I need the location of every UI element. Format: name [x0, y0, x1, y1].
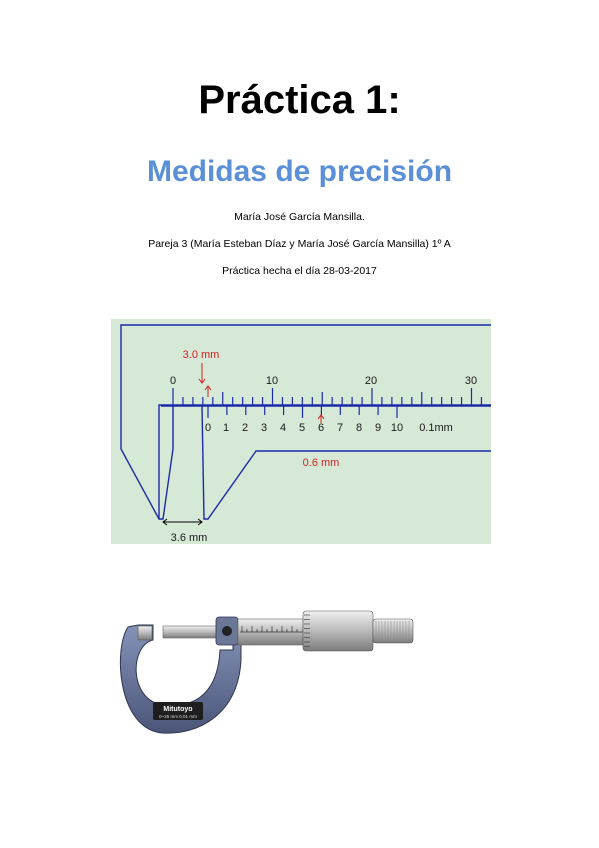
vernier-caliper-figure	[111, 319, 491, 544]
vernier-scale-label: 6	[317, 422, 325, 434]
vernier-scale-label: 9	[374, 422, 382, 434]
anvil	[138, 626, 152, 640]
vernier-scale-label: 0	[204, 422, 212, 434]
main-scale-label: 20	[364, 375, 378, 387]
vernier-scale-label: 1	[222, 422, 230, 434]
author-line: María José García Mansilla.	[234, 211, 365, 223]
date-line: Práctica hecha el día 28-03-2017	[222, 265, 377, 277]
total-reading-label: 3.6 mm	[170, 532, 208, 544]
vernier-scale-label: 7	[336, 422, 344, 434]
main-scale-label: 0	[169, 375, 177, 387]
page-title: Práctica 1:	[198, 78, 401, 122]
main-reading-label: 3.0 mm	[182, 349, 220, 361]
pair-line: Pareja 3 (María Esteban Díaz y María José García Mansilla) 1º A	[148, 238, 451, 250]
vernier-scale-label: 2	[241, 422, 249, 434]
resolution-label: 0.1mm	[419, 422, 453, 434]
micrometer-image	[108, 605, 418, 745]
vernier-scale-label: 4	[279, 422, 287, 434]
main-scale-label: 30	[464, 375, 478, 387]
vernier-scale-label: 8	[355, 422, 363, 434]
vernier-scale-label: 3	[260, 422, 268, 434]
main-scale-label: 10	[265, 375, 279, 387]
fraction-reading-label: 0.6 mm	[302, 457, 340, 469]
vernier-scale-label: 10	[390, 422, 404, 434]
thimble	[303, 611, 373, 651]
spindle	[163, 626, 218, 638]
brand-logo: Mitutoyo	[163, 706, 193, 713]
vernier-scale-label: 5	[298, 422, 306, 434]
page-subtitle: Medidas de precisión	[146, 155, 453, 188]
lock-icon	[222, 626, 232, 636]
range-label: 0~25 mm 0.01 mm	[159, 714, 197, 719]
